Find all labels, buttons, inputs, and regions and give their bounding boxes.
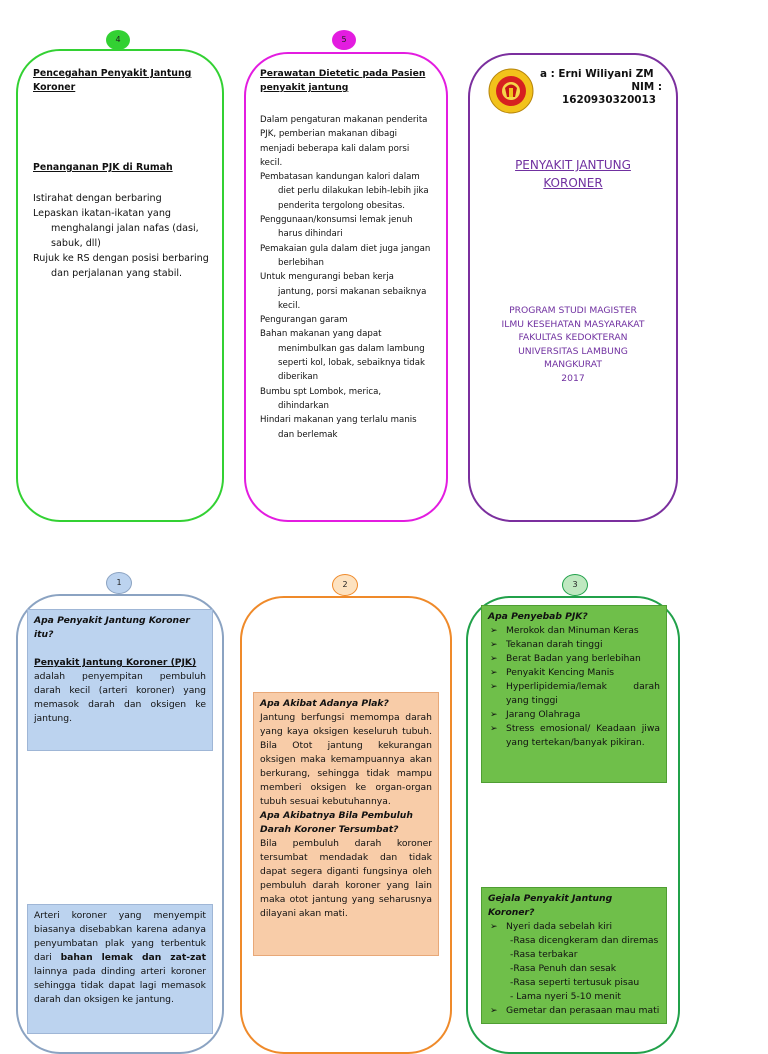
pjk-term: Penyakit Jantung Koroner (PJK)	[34, 657, 197, 668]
cause-item: ➢ Hyperlipidemia/lemak darah yang tinggi	[488, 680, 660, 708]
page-badge-2: 2	[332, 574, 358, 596]
diet-item: Bahan makanan yang dapat menimbulkan gas dalam lambung seperti kol, lobak, sebaiknya tidak diberikan	[260, 329, 425, 383]
symptoms-box	[481, 887, 667, 1024]
diet-item: Untuk mengurangi beban kerja jantung, porsi makanan sebaiknya kecil.	[260, 272, 427, 311]
diet-intro: Dalam pengaturan makanan penderita PJK, pemberian makanan dibagi menjadi beberapa kali dalam porsi kecil.	[260, 115, 428, 168]
page-badge-1: 1	[106, 572, 132, 594]
title-line: KORONER	[543, 176, 603, 190]
cause-item: ➢ Penyakit Kencing Manis	[488, 666, 660, 680]
symptom-sub: -Rasa terbakar	[510, 949, 578, 960]
diet-content	[260, 67, 432, 442]
panel-cover	[468, 53, 678, 522]
diet-title: Perawatan Dietetic pada Pasien penyakit jantung	[260, 68, 426, 93]
university-logo	[488, 68, 534, 114]
artery-text-bold: bahan lemak dan zat-zat	[60, 952, 206, 963]
symptoms-title: Gejala Penyakit Jantung Koroner?	[488, 893, 613, 918]
cause-item: ➢ Merokok dan Minuman Keras	[488, 624, 660, 638]
home-care-item: Rujuk ke RS dengan posisi berbaring dan perjalanan yang stabil.	[33, 253, 209, 279]
author-block	[540, 68, 670, 107]
prevention-content	[33, 67, 211, 281]
plaque-question: Apa Akibat Adanya Plak?	[260, 698, 389, 709]
artery-box	[27, 904, 213, 1034]
brochure-title	[480, 156, 666, 192]
symptom-sub: - Lama nyeri 5-10 menit	[510, 991, 621, 1002]
home-care-item: Lepaskan ikatan-ikatan yang menghalangi jalan nafas (dasi, sabuk, dll)	[33, 208, 199, 249]
pjk-definition: adalah penyempitan pembuluh darah kecil (arteri koroner) yang memasok darah dan oksigen ke jantung.	[34, 671, 206, 724]
cause-item: ➢ Jarang Olahraga	[488, 708, 660, 722]
definition-box	[27, 609, 213, 751]
blockage-answer: Bila pembuluh darah koroner tersumbat mendadak dan tidak dapat segera diganti fungsinya oleh pembuluh darah koroner yang lain maka otot jantung yang seharusnya dilayani akan mati.	[260, 838, 432, 919]
home-care-item: Istirahat dengan berbaring	[33, 193, 162, 204]
program-line: 2017	[561, 372, 585, 384]
artery-text-2: lainnya pada dinding arteri koroner sehingga tidak dapat lagi memasok darah dan oksigen ke jantung.	[34, 966, 206, 1005]
diet-item: Pengurangan garam	[260, 315, 348, 326]
diet-item: Penggunaan/konsumsi lemak jenuh harus dihindari	[260, 215, 413, 240]
blockage-question: Apa Akibatnya Bila Pembuluh Darah Koroner Tersumbat?	[260, 810, 413, 835]
plaque-box	[253, 692, 439, 956]
nim-label: NIM :	[631, 81, 662, 93]
symptom-item: ➢ Nyeri dada sebelah kiri	[488, 920, 660, 934]
symptom-item: ➢ Gemetar dan perasaan mau mati	[488, 1004, 660, 1018]
diet-item: Pemakaian gula dalam diet juga jangan berlebihan	[260, 243, 431, 268]
symptom-sub: -Rasa Penuh dan sesak	[510, 963, 617, 974]
plaque-answer: Jantung berfungsi memompa darah yang kaya oksigen keseluruh tubuh. Bila Otot jantung kekurangan oksigen maka kemampuannya akan berkurang, sehingga tidak mampu memberi oksigen ke organ-organ tubuh sesuai kebutuhannya.	[260, 712, 432, 807]
definition-question: Apa Penyakit Jantung Koroner itu?	[34, 615, 190, 640]
home-care-title: Penanganan PJK di Rumah	[33, 162, 173, 173]
author-name: a : Erni Wiliyani ZM	[540, 68, 654, 80]
page-badge-5: 5	[332, 30, 356, 50]
program-line: ILMU KESEHATAN MASYARAKAT	[501, 318, 645, 330]
causes-title: Apa Penyebab PJK?	[488, 611, 588, 622]
title-line: PENYAKIT JANTUNG	[515, 158, 631, 172]
symptom-sub: -Rasa dicengkeram dan diremas	[510, 935, 659, 946]
page-badge-4: 4	[106, 30, 130, 50]
page-badge-3: 3	[562, 574, 588, 596]
diet-item: Pembatasan kandungan kalori dalam diet perlu dilakukan lebih-lebih jika penderita tergolong obesitas.	[260, 172, 429, 211]
program-line: MANGKURAT	[544, 359, 602, 371]
program-line: UNIVERSITAS LAMBUNG	[518, 345, 628, 357]
artery-text-1: Arteri koroner yang menyempit biasanya disebabkan karena adanya penyumbatan plak yang terbentuk dari	[34, 910, 206, 963]
program-block	[478, 304, 668, 386]
diet-item: Bumbu spt Lombok, merica, dihindarkan	[260, 386, 382, 411]
program-line: PROGRAM STUDI MAGISTER	[509, 305, 637, 316]
cause-item: ➢ Stress emosional/ Keadaan jiwa yang tertekan/banyak pikiran.	[488, 722, 660, 750]
cause-item: ➢ Tekanan darah tinggi	[488, 638, 660, 652]
nim-value: 1620930320013	[562, 94, 656, 106]
diet-item: Hindari makanan yang terlalu manis dan berlemak	[260, 415, 417, 440]
cause-item: ➢ Berat Badan yang berlebihan	[488, 652, 660, 666]
prevention-title: Pencegahan Penyakit Jantung Koroner	[33, 68, 192, 93]
program-line: FAKULTAS KEDOKTERAN	[518, 332, 628, 344]
causes-box	[481, 605, 667, 783]
symptom-sub: -Rasa seperti tertusuk pisau	[510, 977, 640, 988]
